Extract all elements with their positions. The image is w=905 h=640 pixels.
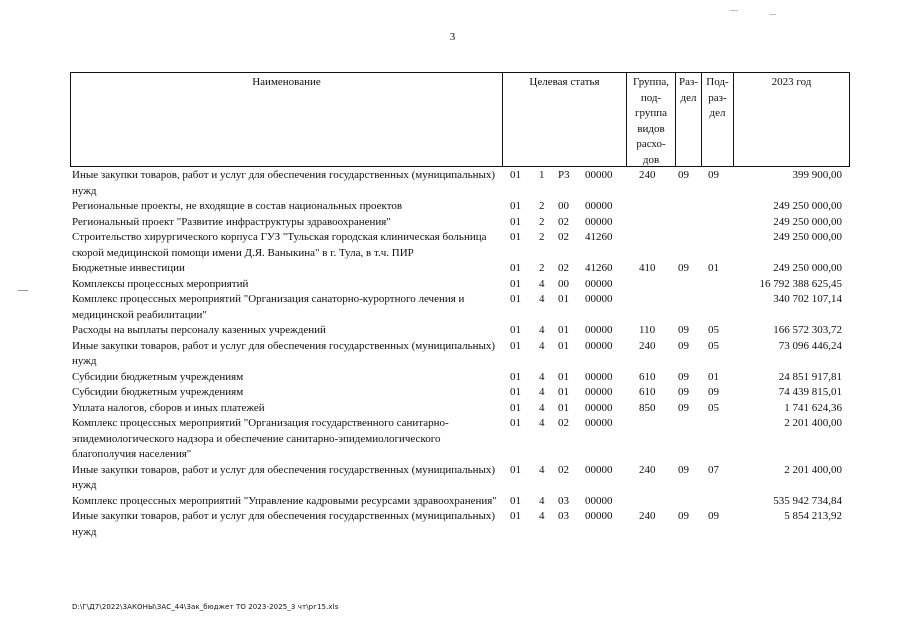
row-program: 01 [510,262,521,274]
row-subsection: 07 [708,463,719,476]
row-name: Региональные проекты, не входящие в состав национальных проектов [72,200,403,212]
row-direction: 00000 [585,200,613,212]
row-amount: 166 572 303,72 [773,324,842,336]
row-subprogram: 2 [539,262,545,274]
row-name: Комплексы процессных мероприятий [72,277,249,290]
row-subprogram: 4 [539,339,545,352]
row-structure: 01 [558,324,569,336]
row-structure: 00 [558,277,569,290]
header-group-line: группа [634,107,668,119]
header-subsection-line: раз- [708,91,727,104]
row-structure: 02 [558,262,569,274]
row-structure: Р3 [558,169,570,181]
header-subsection-line: Под- [706,76,729,88]
row-direction: 41260 [585,262,613,274]
row-structure: 01 [558,370,569,383]
row-structure: 02 [558,215,569,228]
row-name: Субсидии бюджетным учреждениям [72,370,244,383]
row-direction: 00000 [585,510,613,522]
header-group-line: Группа, [633,76,669,88]
header-section [675,73,701,166]
row-direction: 00000 [585,277,613,290]
row-subprogram: 4 [539,401,545,414]
scan-mark [770,14,776,15]
row-name: Уплата налогов, сборов и иных платежей [72,401,265,414]
table-header [70,72,850,167]
row-structure: 03 [558,494,569,507]
row-amount: 1 741 624,36 [784,401,842,414]
row-direction: 00000 [585,293,613,305]
table-row [70,215,850,231]
header-group-line: под- [640,91,662,104]
row-direction: 00000 [585,339,613,352]
row-subprogram: 4 [539,463,545,476]
table-row [70,401,850,417]
row-direction: 00000 [585,417,613,429]
row-program: 01 [510,386,521,398]
header-name [71,73,502,166]
header-section-line: Раз- [678,76,698,88]
row-program: 01 [510,401,521,414]
row-program: 01 [510,293,521,305]
row-subprogram: 4 [539,510,545,522]
table-row [70,509,850,540]
row-section: 09 [678,370,689,383]
row-name: Иные закупки товаров, работ и услуг для обеспечения государственных (муниципальных) нужд [72,463,496,491]
row-amount: 5 854 213,92 [784,510,842,522]
row-direction: 00000 [585,401,613,414]
row-subprogram: 1 [539,169,545,181]
row-subsection: 09 [708,169,719,181]
row-group: 240 [639,169,656,181]
row-name: Бюджетные инвестиции [72,262,185,274]
table-row [70,385,850,401]
row-direction: 00000 [585,370,613,383]
row-group: 610 [639,370,656,383]
row-amount: 399 900,00 [792,169,842,181]
table-row [70,230,850,261]
row-amount: 249 250 000,00 [773,231,842,243]
row-amount: 73 096 446,24 [778,339,842,352]
row-program: 01 [510,231,521,243]
row-program: 01 [510,215,521,228]
row-subsection: 05 [708,401,719,414]
row-program: 01 [510,370,521,383]
row-subprogram: 2 [539,231,545,243]
row-subsection: 01 [708,262,719,274]
row-section: 09 [678,401,689,414]
row-group: 240 [639,463,656,476]
row-program: 01 [510,510,521,522]
row-program: 01 [510,200,521,212]
row-program: 01 [510,494,521,507]
row-group: 240 [639,339,656,352]
row-section: 09 [678,339,689,352]
row-program: 01 [510,463,521,476]
row-subprogram: 4 [539,386,545,398]
row-direction: 00000 [585,215,613,228]
row-subprogram: 2 [539,200,545,212]
row-program: 01 [510,277,521,290]
row-subprogram: 4 [539,293,545,305]
row-program: 01 [510,169,521,181]
table-row [70,323,850,339]
row-group: 410 [639,262,656,274]
row-program: 01 [510,417,521,429]
row-subprogram: 4 [539,324,545,336]
scan-mark [18,290,28,291]
row-subsection: 09 [708,386,719,398]
row-amount: 2 201 400,00 [784,463,842,476]
header-group [626,73,675,166]
row-section: 09 [678,262,689,274]
budget-table [70,72,850,540]
row-section: 09 [678,463,689,476]
row-structure: 01 [558,293,569,305]
row-name: Субсидии бюджетным учреждениям [72,386,244,398]
row-structure: 01 [558,386,569,398]
header-subsection [701,73,733,166]
row-direction: 00000 [585,386,613,398]
table-row [70,292,850,323]
row-subsection: 01 [708,370,719,383]
row-program: 01 [510,339,521,352]
file-path-footer: D:\Г\Д7\2022\ЗАКОНЫ\ЗАС_44\Зак_бюджет ТО 2023-2025_3 чт\рг15.xls [72,603,339,611]
row-amount: 74 439 815,01 [778,386,842,398]
row-name: Иные закупки товаров, работ и услуг для обеспечения государственных (муниципальных) нужд [72,169,496,197]
table-row [70,416,850,463]
row-name: Расходы на выплаты персоналу казенных учреждений [72,324,326,336]
header-year [733,73,849,166]
header-name-label: Наименование [252,76,321,88]
row-structure: 01 [558,339,569,352]
row-amount: 2 201 400,00 [784,417,842,429]
row-direction: 00000 [585,494,613,507]
row-section: 09 [678,386,689,398]
row-amount: 249 250 000,00 [773,262,842,274]
table-row [70,463,850,494]
row-direction: 00000 [585,324,613,336]
row-name: Региональный проект "Развитие инфраструктуры здравоохранения" [72,215,391,228]
row-subsection: 05 [708,339,719,352]
row-amount: 249 250 000,00 [773,215,842,228]
row-subprogram: 4 [539,277,545,290]
row-subprogram: 4 [539,494,545,507]
row-name: Комплекс процессных мероприятий "Организация государственного санитарно-эпидемиологического надзора и обеспечение санитарно-эпидемиологического благополучия населения" [72,417,449,460]
table-row [70,494,850,510]
row-subprogram: 4 [539,370,545,383]
row-structure: 03 [558,510,569,522]
row-name: Иные закупки товаров, работ и услуг для обеспечения государственных (муниципальных) нужд [72,339,496,367]
row-program: 01 [510,324,521,336]
row-amount: 340 702 107,14 [773,293,842,305]
row-group: 850 [639,401,656,414]
row-amount: 535 942 734,84 [773,494,842,507]
row-name: Иные закупки товаров, работ и услуг для обеспечения государственных (муниципальных) нужд [72,510,496,538]
row-subsection: 09 [708,510,719,522]
row-subprogram: 4 [539,417,545,429]
row-structure: 02 [558,231,569,243]
table-row [70,168,850,199]
header-group-line: дов [642,153,660,166]
row-subsection: 05 [708,324,719,336]
scan-mark [730,10,738,11]
row-direction: 00000 [585,463,613,476]
row-structure: 02 [558,463,569,476]
row-section: 09 [678,510,689,522]
page-number: 3 [449,31,456,43]
header-group-line: видов [637,122,665,135]
row-section: 09 [678,169,689,181]
row-group: 110 [639,324,656,336]
table-row [70,199,850,215]
row-name: Комплекс процессных мероприятий "Организация санаторно-курортного лечения и медицинской реабилитации" [72,293,465,321]
row-structure: 02 [558,417,569,429]
row-group: 240 [639,510,656,522]
header-group-line: расхо- [636,138,666,150]
header-year-label: 2023 год [771,76,812,88]
header-target-label: Целевая статья [529,76,600,88]
row-name: Комплекс процессных мероприятий "Управление кадровыми ресурсами здравоохранения" [72,494,497,507]
row-structure: 01 [558,401,569,414]
header-subsection-line: дел [709,107,726,119]
table-row [70,277,850,293]
row-direction: 41260 [585,231,613,243]
row-group: 610 [639,386,656,398]
row-amount: 16 792 388 625,45 [759,277,842,290]
table-row [70,370,850,386]
row-name: Строительство хирургического корпуса ГУЗ "Тульская городская клиническая больница скорой медицинской помощи имени Д.Я. Ваныкина" в г. Тула, в т.ч. ПИР [72,231,487,259]
table-body [70,168,850,540]
row-structure: 00 [558,200,569,212]
row-amount: 24 851 917,81 [778,370,842,383]
row-amount: 249 250 000,00 [773,200,842,212]
table-row [70,261,850,277]
row-direction: 00000 [585,169,613,181]
row-section: 09 [678,324,689,336]
table-row [70,339,850,370]
header-target [502,73,626,166]
row-subprogram: 2 [539,215,545,228]
header-section-line: дел [680,91,697,104]
